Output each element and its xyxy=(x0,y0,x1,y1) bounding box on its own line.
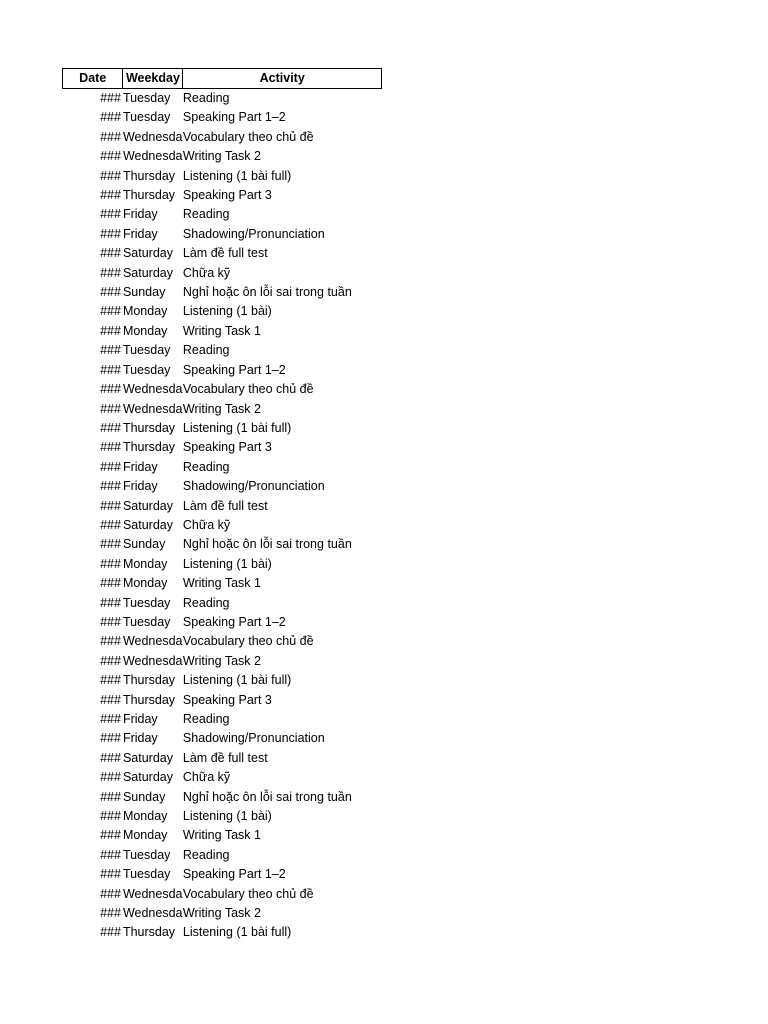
date-cell[interactable]: ### xyxy=(100,673,121,688)
table-row xyxy=(63,438,382,457)
schedule-table xyxy=(62,68,382,943)
activity-cell[interactable]: Listening (1 bài) xyxy=(182,556,272,571)
table-row xyxy=(63,729,382,748)
weekday-cell[interactable]: Saturday xyxy=(122,246,173,261)
table-row xyxy=(63,535,382,554)
date-cell[interactable]: ### xyxy=(100,750,121,765)
date-cell[interactable]: ### xyxy=(100,304,121,319)
date-cell[interactable]: ### xyxy=(100,129,121,144)
table-header xyxy=(63,69,382,89)
activity-cell[interactable]: Shadowing/Pronunciation xyxy=(182,479,325,494)
activity-cell[interactable]: Speaking Part 3 xyxy=(182,188,272,203)
table-row xyxy=(63,322,382,341)
header-date: Date xyxy=(63,69,123,89)
activity-cell[interactable]: Làm đề full test xyxy=(182,246,268,261)
date-cell[interactable]: ### xyxy=(100,886,121,901)
date-cell[interactable]: ### xyxy=(100,576,121,591)
table-row xyxy=(63,826,382,845)
table-row xyxy=(63,865,382,884)
date-cell[interactable]: ### xyxy=(100,91,121,105)
weekday-cell[interactable]: Thursday xyxy=(122,925,176,940)
activity-cell[interactable]: Listening (1 bài full) xyxy=(182,673,292,688)
date-cell[interactable]: ### xyxy=(100,692,121,707)
activity-cell[interactable]: Shadowing/Pronunciation xyxy=(182,226,325,241)
table-row xyxy=(63,652,382,671)
date-cell[interactable]: ### xyxy=(100,265,121,280)
date-cell[interactable]: ### xyxy=(100,149,121,164)
activity-cell[interactable]: Listening (1 bài) xyxy=(182,809,272,824)
weekday-cell[interactable]: Friday xyxy=(122,712,158,726)
table-row xyxy=(63,923,382,942)
date-cell[interactable]: ### xyxy=(100,634,121,649)
date-cell[interactable]: ### xyxy=(100,401,121,416)
table-row xyxy=(63,341,382,360)
activity-cell[interactable]: Nghỉ hoặc ôn lỗi sai trong tuần xyxy=(182,789,352,804)
date-cell[interactable]: ### xyxy=(100,343,121,358)
table-row xyxy=(63,885,382,904)
table-row xyxy=(63,205,382,224)
table-row xyxy=(63,400,382,419)
date-cell[interactable]: ### xyxy=(100,867,121,882)
weekday-cell[interactable]: Monday xyxy=(122,809,168,824)
activity-cell[interactable]: Listening (1 bài full) xyxy=(182,925,292,940)
table-row xyxy=(63,904,382,923)
table-row xyxy=(63,555,382,574)
weekday-cell[interactable]: Tuesday xyxy=(122,362,171,377)
weekday-cell[interactable]: Sunday xyxy=(122,285,166,300)
table-row xyxy=(63,128,382,147)
table-body xyxy=(63,89,382,943)
activity-cell[interactable]: Reading xyxy=(182,847,230,862)
weekday-cell[interactable]: Wednesda xyxy=(122,886,183,901)
date-cell[interactable]: ### xyxy=(100,188,121,203)
weekday-cell[interactable]: Thursday xyxy=(122,440,176,455)
date-cell[interactable]: ### xyxy=(100,653,121,668)
weekday-cell[interactable]: Monday xyxy=(122,576,168,591)
table-row xyxy=(63,458,382,477)
weekday-cell[interactable]: Sunday xyxy=(122,537,166,552)
activity-cell[interactable]: Speaking Part 1–2 xyxy=(182,110,286,125)
date-cell[interactable]: ### xyxy=(100,479,121,494)
header-row xyxy=(63,69,382,89)
date-cell[interactable]: ### xyxy=(100,595,121,610)
table-row xyxy=(63,302,382,321)
table-row xyxy=(63,264,382,283)
weekday-cell[interactable]: Monday xyxy=(122,304,168,319)
date-cell[interactable]: ### xyxy=(100,556,121,571)
activity-cell[interactable]: Reading xyxy=(182,712,230,726)
weekday-cell[interactable]: Tuesday xyxy=(122,110,171,125)
activity-cell[interactable]: Speaking Part 1–2 xyxy=(182,867,286,882)
weekday-cell[interactable]: Monday xyxy=(122,323,168,338)
date-cell[interactable]: ### xyxy=(100,614,121,629)
date-cell[interactable]: ### xyxy=(100,110,121,125)
weekday-cell[interactable]: Wednesda xyxy=(122,382,183,397)
weekday-cell[interactable]: Sunday xyxy=(122,789,166,804)
activity-cell[interactable]: Reading xyxy=(182,343,230,358)
table-row xyxy=(63,632,382,651)
weekday-cell[interactable]: Friday xyxy=(122,479,158,494)
table-row xyxy=(63,691,382,710)
activity-cell[interactable]: Vocabulary theo chủ đề xyxy=(182,129,314,144)
activity-cell[interactable]: Speaking Part 3 xyxy=(182,440,272,455)
weekday-cell[interactable]: Tuesday xyxy=(122,91,171,105)
activity-cell[interactable]: Reading xyxy=(182,459,230,474)
weekday-cell[interactable]: Thursday xyxy=(122,673,176,688)
activity-cell[interactable]: Reading xyxy=(182,595,230,610)
weekday-cell[interactable]: Wednesda xyxy=(122,129,183,144)
activity-cell[interactable]: Nghỉ hoặc ôn lỗi sai trong tuần xyxy=(182,537,352,552)
table-row xyxy=(63,244,382,263)
weekday-cell[interactable]: Friday xyxy=(122,226,158,241)
weekday-cell[interactable]: Saturday xyxy=(122,265,173,280)
weekday-cell[interactable]: Monday xyxy=(122,828,168,843)
weekday-cell[interactable]: Saturday xyxy=(122,517,173,532)
date-cell[interactable]: ### xyxy=(100,537,121,552)
header-activity: Activity xyxy=(183,69,382,89)
table-row xyxy=(63,807,382,826)
weekday-cell[interactable]: Tuesday xyxy=(122,847,171,862)
date-cell[interactable]: ### xyxy=(100,517,121,532)
weekday-cell[interactable]: Wednesda xyxy=(122,653,183,668)
weekday-cell[interactable]: Friday xyxy=(122,459,158,474)
table-row xyxy=(63,846,382,865)
date-cell[interactable]: ### xyxy=(100,362,121,377)
table-row xyxy=(63,283,382,302)
activity-cell[interactable]: Làm đề full test xyxy=(182,498,268,513)
weekday-cell[interactable]: Tuesday xyxy=(122,595,171,610)
weekday-cell[interactable]: Saturday xyxy=(122,498,173,513)
weekday-cell[interactable]: Thursday xyxy=(122,692,176,707)
date-cell[interactable]: ### xyxy=(100,828,121,843)
date-cell[interactable]: ### xyxy=(100,847,121,862)
date-cell[interactable]: ### xyxy=(100,168,121,183)
table-row xyxy=(63,89,382,109)
table-row xyxy=(63,186,382,205)
weekday-cell[interactable]: Tuesday xyxy=(122,343,171,358)
activity-cell[interactable]: Writing Task 1 xyxy=(182,323,261,338)
activity-cell[interactable]: Speaking Part 1–2 xyxy=(182,362,286,377)
weekday-cell[interactable]: Thursday xyxy=(122,420,176,435)
activity-cell[interactable]: Listening (1 bài) xyxy=(182,304,272,319)
weekday-cell[interactable]: Tuesday xyxy=(122,867,171,882)
activity-cell[interactable]: Reading xyxy=(182,207,230,222)
date-cell[interactable]: ### xyxy=(100,207,121,222)
activity-cell[interactable]: Shadowing/Pronunciation xyxy=(182,731,325,746)
activity-cell[interactable]: Speaking Part 3 xyxy=(182,692,272,707)
date-cell[interactable]: ### xyxy=(100,323,121,338)
table-row xyxy=(63,788,382,807)
weekday-cell[interactable]: Monday xyxy=(122,556,168,571)
weekday-cell[interactable]: Wednesda xyxy=(122,906,183,921)
date-cell[interactable]: ### xyxy=(100,226,121,241)
table-row xyxy=(63,710,382,729)
activity-cell[interactable]: Writing Task 2 xyxy=(182,653,261,668)
activity-cell[interactable]: Speaking Part 1–2 xyxy=(182,614,286,629)
table-row xyxy=(63,225,382,244)
date-cell[interactable]: ### xyxy=(100,459,121,474)
date-cell[interactable]: ### xyxy=(100,906,121,921)
table-row xyxy=(63,167,382,186)
weekday-cell[interactable]: Thursday xyxy=(122,168,176,183)
date-cell[interactable]: ### xyxy=(100,809,121,824)
date-cell[interactable]: ### xyxy=(100,789,121,804)
date-cell[interactable]: ### xyxy=(100,420,121,435)
weekday-cell[interactable]: Wednesda xyxy=(122,634,183,649)
table-row xyxy=(63,671,382,690)
activity-cell[interactable]: Writing Task 1 xyxy=(182,576,261,591)
weekday-cell[interactable]: Thursday xyxy=(122,188,176,203)
weekday-cell[interactable]: Friday xyxy=(122,731,158,746)
date-cell[interactable]: ### xyxy=(100,382,121,397)
table-row xyxy=(63,419,382,438)
date-cell[interactable]: ### xyxy=(100,246,121,261)
activity-cell[interactable]: Chữa kỹ xyxy=(182,517,231,532)
weekday-cell[interactable]: Friday xyxy=(122,207,158,222)
activity-cell[interactable]: Chữa kỹ xyxy=(182,770,231,785)
table-row xyxy=(63,497,382,516)
table-row xyxy=(63,613,382,632)
date-cell[interactable]: ### xyxy=(100,498,121,513)
table-row xyxy=(63,147,382,166)
weekday-cell[interactable]: Wednesda xyxy=(122,401,183,416)
table-row xyxy=(63,594,382,613)
activity-cell[interactable]: Vocabulary theo chủ đề xyxy=(182,634,314,649)
activity-cell[interactable]: Vocabulary theo chủ đề xyxy=(182,886,314,901)
date-cell[interactable]: ### xyxy=(100,712,121,726)
weekday-cell[interactable]: Wednesda xyxy=(122,149,183,164)
spreadsheet-page xyxy=(62,68,382,943)
weekday-cell[interactable]: Saturday xyxy=(122,750,173,765)
weekday-cell[interactable]: Saturday xyxy=(122,770,173,785)
table-row xyxy=(63,477,382,496)
activity-cell[interactable]: Chữa kỹ xyxy=(182,265,231,280)
activity-cell[interactable]: Writing Task 2 xyxy=(182,906,261,921)
table-row xyxy=(63,749,382,768)
header-weekday: Weekday xyxy=(123,69,183,89)
date-cell[interactable]: ### xyxy=(100,731,121,746)
activity-cell[interactable]: Làm đề full test xyxy=(182,750,268,765)
activity-cell[interactable]: Reading xyxy=(182,91,230,105)
activity-cell[interactable]: Writing Task 2 xyxy=(182,401,261,416)
date-cell[interactable]: ### xyxy=(100,925,121,940)
date-cell[interactable]: ### xyxy=(100,285,121,300)
table-row xyxy=(63,516,382,535)
activity-cell[interactable]: Listening (1 bài full) xyxy=(182,420,292,435)
table-row xyxy=(63,361,382,380)
date-cell[interactable]: ### xyxy=(100,440,121,455)
table-row xyxy=(63,380,382,399)
table-row xyxy=(63,574,382,593)
activity-cell[interactable]: Vocabulary theo chủ đề xyxy=(182,382,314,397)
activity-cell[interactable]: Listening (1 bài full) xyxy=(182,168,292,183)
activity-cell[interactable]: Writing Task 2 xyxy=(182,149,261,164)
table-row xyxy=(63,108,382,127)
weekday-cell[interactable]: Tuesday xyxy=(122,614,171,629)
table-row xyxy=(63,768,382,787)
date-cell[interactable]: ### xyxy=(100,770,121,785)
activity-cell[interactable]: Nghỉ hoặc ôn lỗi sai trong tuần xyxy=(182,285,352,300)
activity-cell[interactable]: Writing Task 1 xyxy=(182,828,261,843)
